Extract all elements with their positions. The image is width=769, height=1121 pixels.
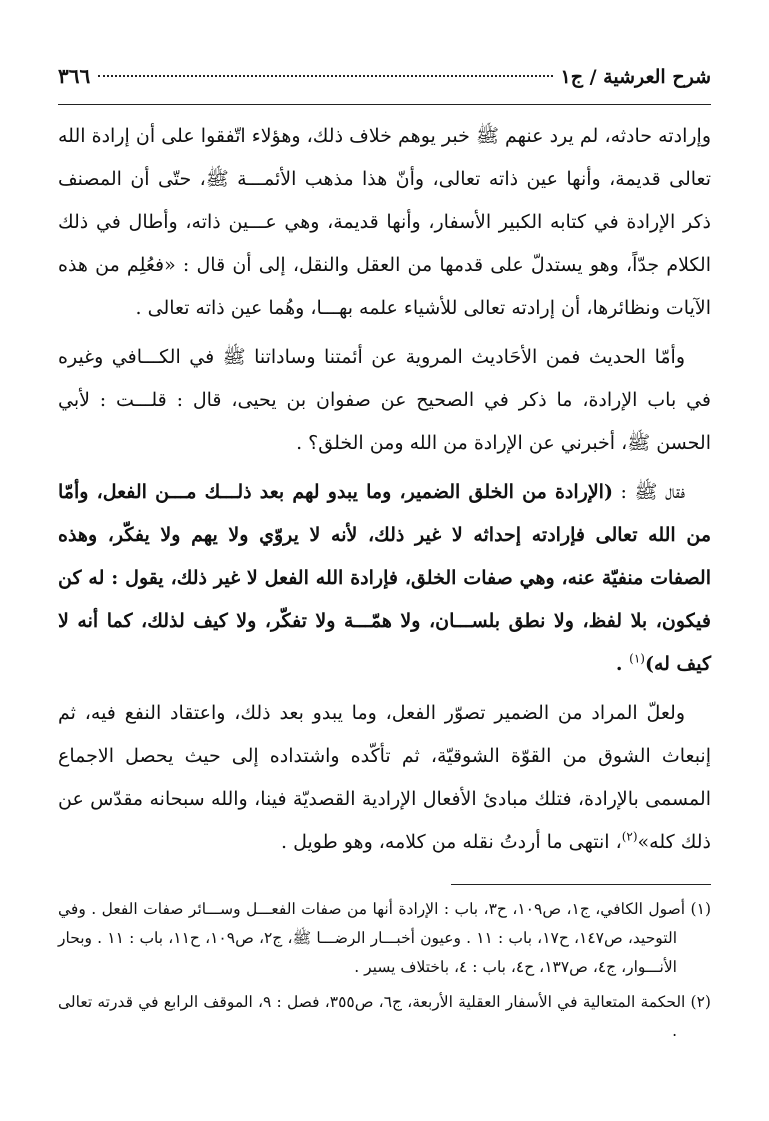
header-dot-leader <box>98 75 552 77</box>
footnote-1: (١) أصول الكافي، ج١، ص١٠٩، ح٣، باب : الإرادة أنها من صفات الفعـــل وســـائر صفات الفعل . وفي التوحيد، ص١٤٧، ح١٧، باب : ١١ . وعيون أخبـــار الرضـــا ﷺ، ج٢، ص١٠٩، ح١١، باب : ١١ . وبحار الأنـــوار، ج٤، ص١٣٧، ح٤، باب : ٤، باختلاف يسير . <box>58 900 711 976</box>
hadith-quote: (الإرادة من الخلق الضمير، وما يبدو لهم بعد ذلـــك مـــن الفعل، وأمّا من الله تعالى فإرادته إحداثه لا غير ذلك، لأنه لا يروّي ولا يهم ولا يفكّر، وهذه الصفات منفيّة عنه، وهي صفات الخلق، فإرادة الله الفعل لا غير ذلك، يقول : له كن فيكون، بلا لفظ، ولا نطق بلســـان، ولا همّـــة ولا تفكّر، ولا كيف لذلك، كما أنه لا كيف له) <box>58 481 711 675</box>
header-rule <box>58 104 711 105</box>
paragraph-1: وإرادته حادثه، لم يرد عنهم ﷺ خبر يوهم خلاف ذلك، وهؤلاء اتّفقوا على أن إرادة الله تعالى قديمة، وأنها عين ذاته تعالى، وأنّ هذا مذهب الأئمـــة ﷺ، حتّى أن المصنف ذكر الإرادة في كتابه الكبير الأسفار، وأنها قديمة، وهي عـــين ذاته، وأطال في ذلك الكلام جدّاً، وهو يستدلّ على قدمها من العقل والنقل، إلى أن قال : «فعُلِم من هذه الآيات ونظائرها، أن إرادته تعالى للأشياء علمه بهـــا، وهُما عين ذاته تعالى . <box>58 125 711 319</box>
running-title: شرح العرشية / ج١ <box>560 66 711 88</box>
footnote-rule <box>451 884 711 885</box>
paragraph-2: وأمّا الحديث فمن الأحَاديث المروية عن أئمتنا وساداتنا ﷺ في الكـــافي وغيره في باب الإرادة، ما ذكر في الصحيح عن صفوان بن يحيى، قال : قلـــت : لأبي الحسن ﷺ، أخبرني عن الإرادة من الله ومن الخلق؟ . <box>58 346 711 454</box>
footnote-ref-2: (٢) <box>621 829 638 844</box>
footnote-2: (٢) الحكمة المتعالية في الأسفار العقلية الأربعة، ج٦، ص٣٥٥، فصل : ٩، الموقف الرابع في قدرته تعالى . <box>58 993 711 1040</box>
paragraph-4 <box>58 692 711 864</box>
paragraph-4-end: ، انتهى ما أردتُ نقله من كلامه، وهو طويل . <box>281 831 622 853</box>
paragraph-3 <box>58 471 711 686</box>
footnotes <box>58 895 711 1046</box>
quote-intro: فقال ﷺ : <box>612 481 685 503</box>
paragraph-4-text: ولعلّ المراد من الضمير تصوّر الفعل، وما يبدو بعد ذلك، واعتقاد النفع فيه، ثم إنبعاث الشوق من القوّة الشوقيّة، ثم تأكّده واشتداده إلى حيث يحصل الاجماع المسمى بالإرادة، فتلك مبادئ الأفعال الإرادية القصديّة فينا، والله سبحانه مقدّس عن ذلك كله» <box>58 702 711 853</box>
footnote-ref-1: (١) <box>629 651 645 666</box>
main-text <box>58 115 711 864</box>
quote-end: . <box>615 653 630 675</box>
running-header <box>58 64 711 98</box>
page-number: ٣٦٦ <box>58 64 91 88</box>
